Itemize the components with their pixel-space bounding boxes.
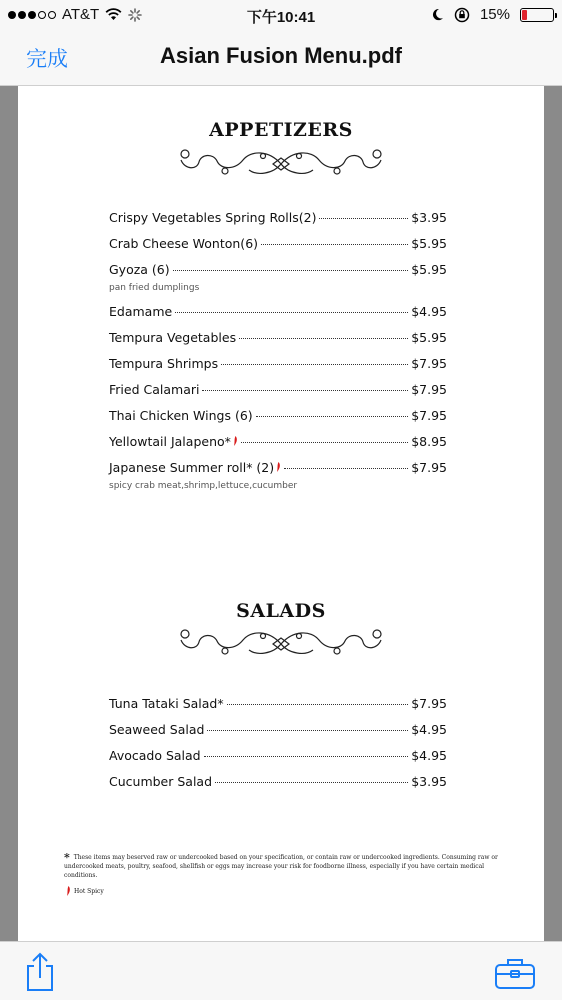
dot-leader — [319, 218, 408, 219]
menu-item-row — [109, 434, 447, 454]
footnote-text: These items may beserved raw or undercooked based on your specification, or contain raw or undercooked ingredients. Consuming raw or undercooked meats, poultry, seafood, shellfish or eggs may increase your risk for foodborne illness, especially if you have certain medical conditions. — [64, 854, 498, 879]
menu-item-description: spicy crab meat,shrimp,lettuce,cucumber — [109, 481, 298, 491]
menu-item-row — [109, 722, 447, 742]
dot-leader — [215, 782, 408, 783]
menu-item — [109, 304, 447, 330]
menu-item — [109, 236, 447, 262]
menu-item-row — [109, 304, 447, 324]
menu-item-row — [109, 356, 447, 376]
menu-item-row — [109, 262, 447, 282]
menu-item — [109, 330, 447, 356]
menu-item-price: $7.95 — [411, 382, 447, 397]
salads-heading: SALADS — [236, 600, 326, 622]
menu-item-price: $5.95 — [411, 262, 447, 277]
menu-item-name: Tuna Tataki Salad* — [109, 696, 224, 711]
dot-leader — [204, 756, 409, 757]
menu-item-row — [109, 748, 447, 768]
menu-item-name: Gyoza (6) — [109, 262, 170, 277]
menu-item-description: pan fried dumplings — [109, 283, 200, 293]
menu-item-name: Crispy Vegetables Spring Rolls(2) — [109, 210, 317, 225]
menu-item-row — [109, 382, 447, 402]
menu-item — [109, 748, 447, 774]
dot-leader — [256, 416, 409, 417]
menu-item-price: $4.95 — [411, 748, 447, 763]
menu-item — [109, 262, 447, 304]
dot-leader — [221, 364, 408, 365]
dot-leader — [202, 390, 408, 391]
menu-item-name: Japanese Summer roll* (2) — [109, 460, 275, 475]
menu-item-price: $5.95 — [411, 236, 447, 251]
menu-item-price: $7.95 — [411, 696, 447, 711]
menu-item — [109, 356, 447, 382]
menu-item-name: Seaweed Salad — [109, 722, 205, 737]
menu-item-row — [109, 236, 447, 256]
menu-item-row — [109, 774, 447, 794]
status-time: 下午10:41 — [246, 9, 316, 26]
menu-item-price: $4.95 — [411, 722, 447, 737]
chili-pepper-icon — [233, 436, 238, 446]
appetizers-heading: APPETIZERS — [209, 119, 353, 141]
status-bar — [0, 0, 562, 30]
flourish-ornament-icon — [173, 144, 389, 182]
battery-percentage: 15% — [479, 6, 510, 23]
salads-list — [109, 696, 447, 800]
pdf-viewer[interactable] — [0, 86, 562, 941]
menu-item — [109, 210, 447, 236]
dot-leader — [175, 312, 408, 313]
chili-pepper-icon — [276, 462, 281, 472]
menu-item-row — [109, 210, 447, 230]
menu-item — [109, 696, 447, 722]
appetizers-list — [109, 210, 447, 502]
dot-leader — [284, 468, 408, 469]
menu-item-price: $3.95 — [411, 774, 447, 789]
menu-item — [109, 460, 447, 502]
rotation-lock-icon — [454, 7, 470, 23]
carrier-label: AT&T — [62, 6, 100, 23]
menu-item-price: $3.95 — [411, 210, 447, 225]
chili-pepper-icon — [66, 886, 71, 896]
navigation-bar — [0, 30, 562, 86]
menu-item-price: $8.95 — [411, 434, 447, 449]
menu-item-name: Avocado Salad — [109, 748, 201, 763]
footnote-star: * — [64, 851, 70, 864]
menu-item — [109, 774, 447, 800]
do-not-disturb-moon-icon — [431, 8, 444, 21]
dot-leader — [241, 442, 408, 443]
menu-item-price: $7.95 — [411, 356, 447, 371]
dot-leader — [227, 704, 409, 705]
document-title: Asian Fusion Menu.pdf — [160, 43, 402, 68]
flourish-ornament-icon — [173, 624, 389, 662]
menu-item-name: Fried Calamari — [109, 382, 200, 397]
dot-leader — [173, 270, 409, 271]
legend-label: Hot Spicy — [74, 887, 104, 895]
share-icon[interactable] — [24, 952, 56, 992]
menu-item — [109, 408, 447, 434]
menu-item-row — [109, 330, 447, 350]
pdf-page[interactable] — [18, 86, 544, 941]
raw-food-disclaimer — [64, 853, 504, 880]
status-right — [431, 6, 554, 23]
menu-item-name: Tempura Vegetables — [109, 330, 237, 345]
battery-icon — [520, 8, 554, 22]
menu-item-price: $7.95 — [411, 460, 447, 475]
bottom-toolbar — [0, 941, 562, 1000]
menu-item-name: Tempura Shrimps — [109, 356, 219, 371]
dot-leader — [239, 338, 408, 339]
menu-item — [109, 722, 447, 748]
menu-item-price: $4.95 — [411, 304, 447, 319]
menu-item-row — [109, 696, 447, 716]
menu-item-name: Thai Chicken Wings (6) — [109, 408, 253, 423]
toolbox-icon[interactable] — [494, 956, 536, 990]
menu-item-row — [109, 460, 447, 480]
menu-item — [109, 434, 447, 460]
battery-level-fill — [522, 10, 527, 20]
menu-item-name: Cucumber Salad — [109, 774, 213, 789]
dot-leader — [207, 730, 408, 731]
menu-item-name: Edamame — [109, 304, 173, 319]
menu-item-name: Crab Cheese Wonton(6) — [109, 236, 259, 251]
done-button[interactable]: 完成 — [26, 47, 68, 71]
spicy-legend — [64, 886, 104, 896]
menu-item — [109, 382, 447, 408]
menu-item-name: Yellowtail Jalapeno* — [109, 434, 231, 449]
menu-item-price: $7.95 — [411, 408, 447, 423]
menu-item-row — [109, 408, 447, 428]
menu-item-price: $5.95 — [411, 330, 447, 345]
dot-leader — [261, 244, 408, 245]
